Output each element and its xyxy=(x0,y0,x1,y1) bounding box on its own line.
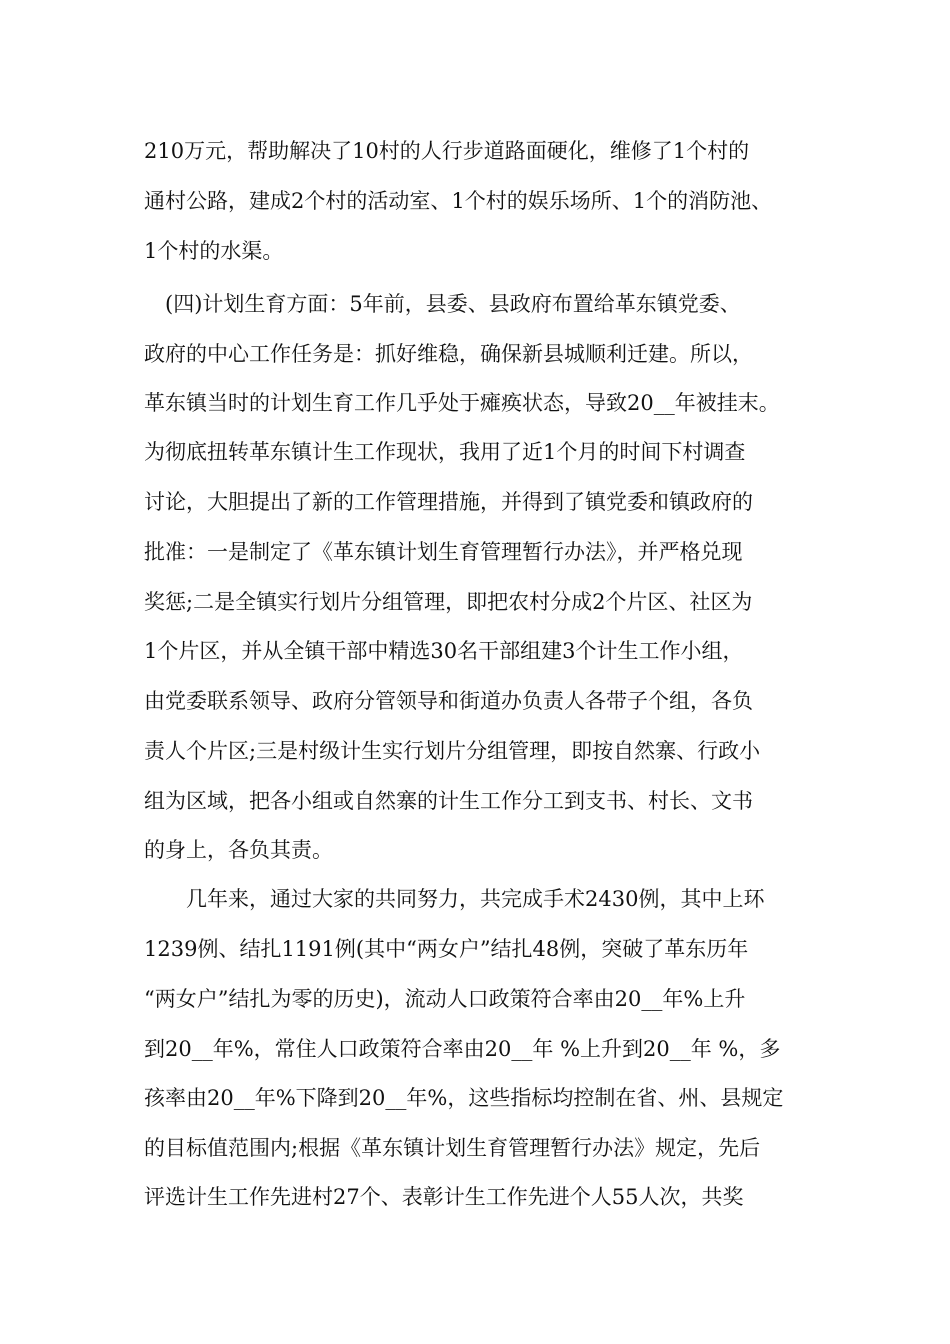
text-line: 到20__年%，常住人口政策符合率由20__年 %上升到20__年 %，多 xyxy=(144,1037,781,1061)
text-line: 批准：一是制定了《革东镇计划生育管理暂行办法》，并严格兑现 xyxy=(144,540,743,564)
text-line: 讨论，大胆提出了新的工作管理措施，并得到了镇党委和镇政府的 xyxy=(144,490,753,514)
text-line: 210万元，帮助解决了10村的人行步道路面硬化，维修了1个村的 xyxy=(144,139,750,163)
text-line: 的目标值范围内;根据《革东镇计划生育管理暂行办法》规定，先后 xyxy=(144,1136,761,1160)
text-line: 奖惩;二是全镇实行划片分组管理，即把农村分成2个片区、社区为 xyxy=(144,590,753,614)
text-line: “两女户”结扎为零的历史)，流动人口政策符合率由20__年%上升 xyxy=(144,987,746,1011)
text-line: 为彻底扭转革东镇计生工作现状，我用了近1个月的时间下村调查 xyxy=(144,440,746,464)
text-line: 责人个片区;三是村级计生实行划片分组管理，即按自然寨、行政小 xyxy=(144,739,761,763)
text-line: (四)计划生育方面：5年前，县委、县政府布置给革东镇党委、 xyxy=(144,292,741,316)
text-line: 孩率由20__年%下降到20__年%，这些指标均控制在省、州、县规定 xyxy=(144,1086,784,1110)
text-line: 革东镇当时的计划生育工作几乎处于瘫痪状态，导致20__年被挂末。 xyxy=(144,391,780,415)
text-line: 几年来，通过大家的共同努力，共完成手术2430例，其中上环 xyxy=(144,887,765,911)
text-line: 通村公路，建成2个村的活动室、1个村的娱乐场所、1个的消防池、 xyxy=(144,189,773,213)
text-line: 评选计生工作先进村27个、表彰计生工作先进个人55人次，共奖 xyxy=(144,1185,744,1209)
text-line: 由党委联系领导、政府分管领导和街道办负责人各带子个组，各负 xyxy=(144,689,753,713)
text-line: 的身上，各负其责。 xyxy=(144,838,333,862)
text-line: 组为区域，把各小组或自然寨的计生工作分工到支书、村长、文书 xyxy=(144,789,753,813)
text-line: 1个村的水渠。 xyxy=(144,239,284,263)
text-line: 1个片区，并从全镇干部中精选30名干部组建3个计生工作小组， xyxy=(144,639,744,663)
text-line: 政府的中心工作任务是：抓好维稳，确保新县城顺利迁建。所以， xyxy=(144,342,753,366)
text-line: 1239例、结扎1191例(其中“两女户”结扎48例，突破了革东历年 xyxy=(144,937,749,961)
